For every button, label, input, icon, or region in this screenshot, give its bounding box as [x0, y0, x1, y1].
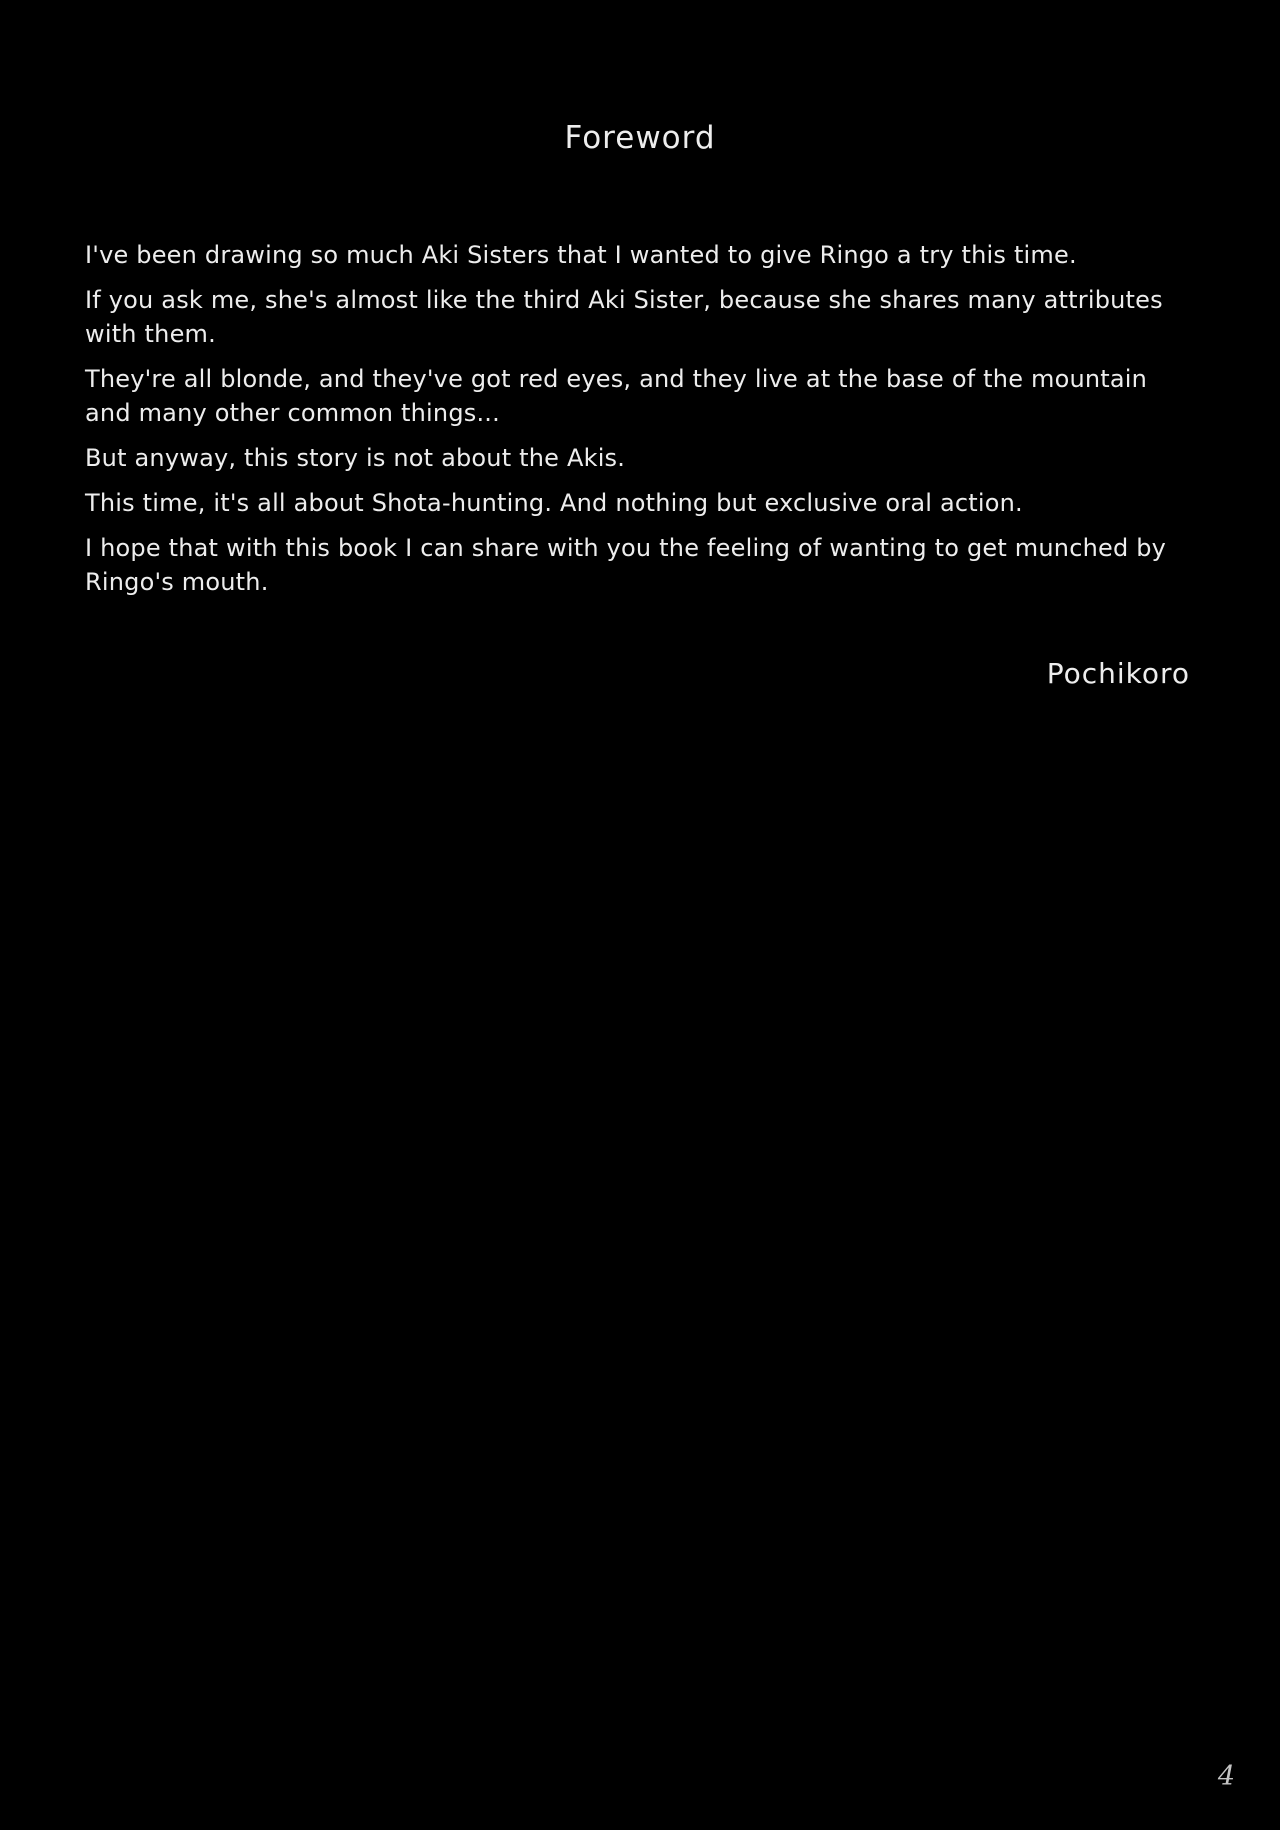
foreword-body — [85, 238, 1185, 599]
paragraph-1: I've been drawing so much Aki Sisters that I wanted to give Ringo a try this time. — [85, 241, 1077, 269]
author-signature: Pochikoro — [1046, 657, 1190, 690]
paragraph-3: They're all blonde, and they've got red eyes, and they live at the base of the mountain and many other common things... — [85, 365, 1148, 427]
paragraph-6: I hope that with this book I can share with you the feeling of wanting to get munched by Ringo's mouth. — [85, 534, 1167, 596]
paragraph-4: But anyway, this story is not about the Akis. — [85, 444, 626, 472]
paragraph-5: This time, it's all about Shota-hunting. And nothing but exclusive oral action. — [85, 489, 1023, 517]
paragraph-2: If you ask me, she's almost like the third Aki Sister, because she shares many attributes with them. — [85, 286, 1163, 348]
page-number: 4 — [1217, 1761, 1235, 1792]
page-title: Foreword — [564, 120, 716, 156]
